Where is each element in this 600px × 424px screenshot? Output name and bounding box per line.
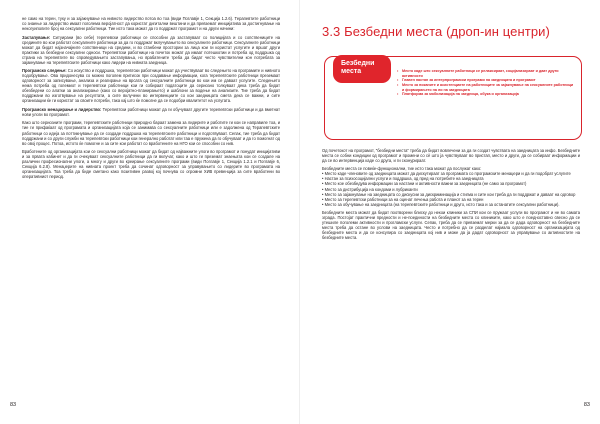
functions-paragraph <box>322 166 580 206</box>
programs-paragraph: Како што сериозните програми, терепевтските работници природно бараат замена за лидерите и работите ги кои се направиле тоа, и тие ги прифаќаат од програмата и организацијата која се занимава со сексуалните работници или е задолжена од Терапевтските работници со идеја за поттикнување да се создаде поддршка на терепевтските работници и подготвуваат. Сепак, тие треба да бидат поддржани и со други служби на терепевтски работници кои генерално работат или таа е пружена да го обучуваат и да го помогнат од во овој процес. Потоа, истото ќе помогне и за сите кои работат со вработените на НГО кои се способни со нив. <box>22 120 280 146</box>
page-number-right: 83 <box>583 402 590 408</box>
management-paragraph <box>22 107 280 117</box>
staff-paragraph: Вработените од организацијата кои се сексуални работници можат да бидат од најважните улоги во програмот и понудат иницијативи и за првата кабинет и да ги очекуваат сексуалните работници да ги вклучат, како и што ги преземат знаењата кои се создале на различни професионални улоги, а многу и други во креирање сексуалните програми (види Поглавје 1, Секција 1.2.1 и Поглавје 6, Секција 6.2.8). Менаџерите на нивната проект треба да сочинат одговорност за управувањето со лидерите во програмата на организацијата. Тоа треба да биде сметано како позитивен развој кој почнува со огромни ХИВ превенција за сите вработени во оперативниот период. <box>22 149 280 180</box>
page-number-left: 83 <box>10 402 17 408</box>
infobox-item: • Главен настан за интерпрограмски програми на заедницата и програмот <box>397 78 575 83</box>
infobox-item: • Платформа за мобилизација на заедница, обука и организација <box>397 92 575 97</box>
right-page <box>300 0 600 424</box>
bullet-item: • Место за терепевтски работници за на оценат лечења работа и планот за на терен <box>322 196 484 202</box>
intro-paragraph: Од почетокот на програмот, "безбедни места" треба да бидат вовлечени за да ги создат чувствата на заедницата за инфо. Безбедните места се собни кондиции од програмот и промени со сè што ја чувствуваат во пристап, место и други, да се собираат информации и да се во интервенција каде со друга, и ги сконурираат. <box>322 148 580 164</box>
right-page-text <box>322 148 580 243</box>
intro-paragraph: не само на терен, туку и за зајакнување на нивното лидерство потоа во тоа (види Поглавје 1, Секција 1.2.6). Терапевтите работници со знаење за лидерство имаат поголема веројатност да користат дигитални вештини и да превземат иницијатива за достигнување на некогуиполите број на сексуални работници. Тие исто така можат да го поддржат програмот и на други начини: <box>22 16 280 32</box>
management-text: Терепевтски работници можат да ги обучуваат другите терепевтски работници и да вметнат нови улоги во програмот. <box>22 106 280 117</box>
bullet-item: • Место за зајакнување на заедницата со дискусии за дискриминација и стигма и сите кои треба да ги поддржат и даваат на одговор <box>322 191 576 197</box>
advocacy-text: Ситуирани (во себе) терепевски работници се способни да застапуваат со полицијата и со сопствениците на средините во кои работат сексуалните работници за да го поддржат вклучувањето во сексуалните работници. Сексуалните работници можат да бидат најзначајните сопственици на средини, и во станбени простории за лица кои ги користат услугите и вршат други практики за безбедни сексуални односи. Терепевтски работници на почеток можат да имаат потешкотии и потреба од поддршка од страна на терепевтите во спроведувањето застапувања, но врабатените треба да бидат често чувствителни кон потребата за зајакнување на терепевтските работници како лидери на нивната заедница. <box>22 34 280 65</box>
bullet-item: • Место кое обезбедува информации за настани и активности важни за заедницата (не само за програмот) <box>322 181 527 187</box>
bullet-item: • Место за обучување на заедницата (на терепевтските работници и друго, исто така и за останатите сексуални работници). <box>322 201 560 207</box>
functions-intro: Безбедните места се повеќе-функционални, тие исто така можат да послужат како: <box>322 166 482 172</box>
infobox-badge: Безбедни места <box>333 55 391 83</box>
infobox-item: • Место за поканите и асистенциите на работниците за зајакнување на сексуалните работници и формирањето на ли на заедницата <box>397 83 575 92</box>
safe-spaces-infobox <box>324 56 582 140</box>
monitoring-paragraph <box>22 68 280 103</box>
clinics-paragraph: Безбедните места можат да бидат поотворени блиску до некои клиники за СПИ кои се пружаат услуги во програмот и не во самата зграда. Постојат практични предности и не-поединости на безбедните места со клиниките, како што е поедноставно свесно да се утешиле поголеми активности и прогламски услуги. Сепак, треба да се превземат мерки за да се дада одговорност на безбедните места треба да остане во услови на заедницата. Често и потребно да се разделат најмала одговорност на организацијата од безбедните места и да се консулира со заедницата кој нив и може да ја дадат одговорност за управување со активностите на безбедните места. <box>322 209 580 241</box>
advocacy-label: Застапување: <box>22 34 51 40</box>
infobox-list <box>397 69 575 97</box>
management-label: Програмско менаџирање и лидерство: <box>22 106 102 112</box>
bullet-item: • Место за дистрибуција на кондоми и лубриканти <box>322 186 418 192</box>
bullet-item: • Место каде членовите од заедницата можат да дискутираат за програмата со програмските менаџери и да ги подобрат услугите <box>322 171 571 177</box>
infobox-item: • Место каде што сексуалните работници се релаксираат, социјализираат и даат други активности <box>397 69 575 78</box>
bullet-item: • Настан за психосоцијални услуги и поддршка, од пред на потребите на заедницата <box>322 176 484 182</box>
section-title: 3.3 Безбедни места (дроп-ин центри) <box>322 24 550 39</box>
monitoring-label: Програмско следење: <box>22 68 67 74</box>
monitoring-text: Со искуство и поддршка, терепевтски работници можат да учествуваат во следењето на програмите и нивното подобрување. Ова придонесува со можно поголем притисок при создавање информации, кога терепевтските работници преземаат одговорност за записување, анализа и реагирање на врсата од сексуалните работници во кои им се даваат услугите. Следењето нема потреба од големиот и терепевтски работници кои ги собираат податоците да сериозно толкуваат дека треба да бидат обезбедени со алатки за анализирање (како со веројатно-планирањето) и шаблони за водење на анализите. Тие треба да бидат поддржани во изготвување на ресултати, а сите вклучени во интервенциите со кои заедницата смета дека се важни, и сите организации ќе ги користат за своите потреби, така кај што ќе помогне да се подобри квалитетот на услугата. <box>22 68 280 104</box>
advocacy-paragraph <box>22 35 280 65</box>
left-page-text <box>22 16 280 183</box>
